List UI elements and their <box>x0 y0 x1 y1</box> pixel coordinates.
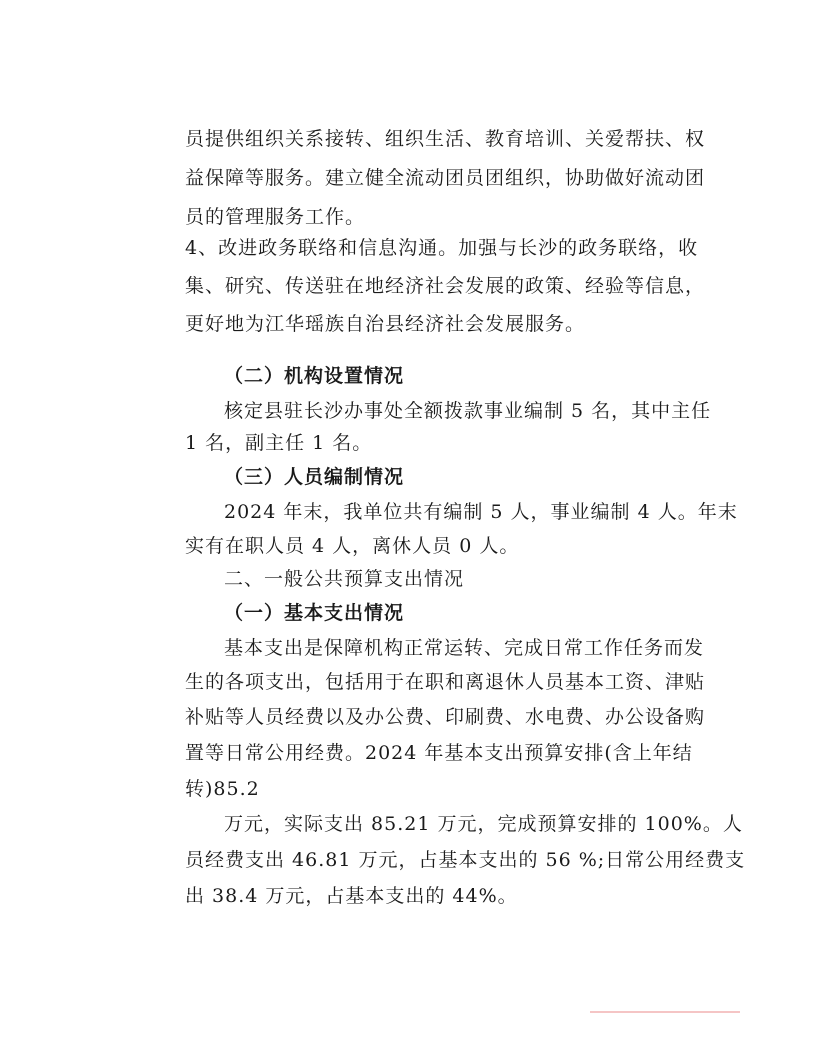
body-text-line: 出 38.4 万元，占基本支出的 44%。 <box>185 885 518 907</box>
body-text-line: 4、改进政务联络和信息沟通。加强与长沙的政务联络，收 <box>185 237 699 259</box>
section-heading-2: 二、一般公共预算支出情况 <box>224 568 465 590</box>
body-text-line: 更好地为江华瑶族自治县经济社会发展服务。 <box>185 313 586 335</box>
body-text-line: 核定县驻长沙办事处全额拨款事业编制 5 名，其中主任 <box>224 400 712 422</box>
body-text-line: 基本支出是保障机构正常运转、完成日常工作任务而发 <box>224 637 705 659</box>
body-text-line: 员提供组织关系接转、组织生活、教育培训、关爱帮扶、权 <box>185 128 706 150</box>
body-text-line: 员的管理服务工作。 <box>185 206 366 228</box>
body-text-line: 转)85.2 <box>185 778 260 800</box>
body-text-line: 集、研究、传送驻在地经济社会发展的政策、经验等信息， <box>185 275 706 297</box>
body-text-line: 员经费支出 46.81 万元，占基本支出的 56 %;日常公用经费支 <box>185 849 746 871</box>
body-text-line: 补贴等人员经费以及办公费、印刷费、水电费、办公设备购 <box>185 706 706 728</box>
body-text-line: 2024 年末，我单位共有编制 5 人，事业编制 4 人。年末 <box>224 501 738 523</box>
body-text-line: 生的各项支出，包括用于在职和离退休人员基本工资、津贴 <box>185 671 706 693</box>
section-heading-renyuan: （三）人员编制情况 <box>224 466 405 488</box>
body-text-line: 置等日常公用经费。2024 年基本支出预算安排(含上年结 <box>185 742 693 764</box>
body-text-line: 实有在职人员 4 人，离休人员 0 人。 <box>185 535 520 557</box>
section-heading-jigou: （二）机构设置情况 <box>224 365 405 387</box>
section-heading-jiben: （一）基本支出情况 <box>224 602 405 624</box>
body-text-line: 万元，实际支出 85.21 万元，完成预算安排的 100%。人 <box>224 813 743 835</box>
body-text-line: 益保障等服务。建立健全流动团员团组织，协助做好流动团 <box>185 167 706 189</box>
body-text-line: 1 名，副主任 1 名。 <box>185 432 373 454</box>
scan-mark <box>590 1011 740 1013</box>
